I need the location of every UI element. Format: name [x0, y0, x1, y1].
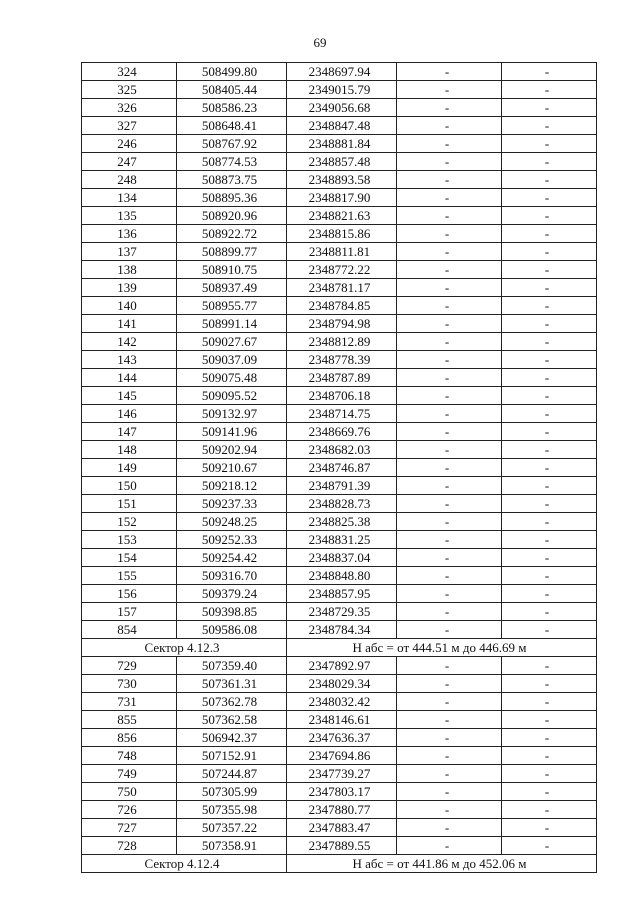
- point-number-cell: 749: [82, 765, 177, 783]
- point-number-cell: 855: [82, 711, 177, 729]
- y-coordinate-cell: 2348817.90: [287, 189, 397, 207]
- column-4-cell: -: [397, 585, 502, 603]
- coordinates-table-body: [82, 63, 597, 873]
- column-5-cell: -: [502, 441, 597, 459]
- column-5-cell: -: [502, 801, 597, 819]
- column-5-cell: -: [502, 693, 597, 711]
- y-coordinate-cell: 2348032.42: [287, 693, 397, 711]
- table-row: [82, 675, 597, 693]
- table-row: [82, 729, 597, 747]
- column-4-cell: -: [397, 783, 502, 801]
- column-4-cell: -: [397, 315, 502, 333]
- column-4-cell: -: [397, 459, 502, 477]
- point-number-cell: 145: [82, 387, 177, 405]
- y-coordinate-cell: 2347883.47: [287, 819, 397, 837]
- point-number-cell: 148: [82, 441, 177, 459]
- x-coordinate-cell: 507358.91: [177, 837, 287, 855]
- y-coordinate-cell: 2348825.38: [287, 513, 397, 531]
- column-4-cell: -: [397, 81, 502, 99]
- column-4-cell: -: [397, 747, 502, 765]
- column-5-cell: -: [502, 243, 597, 261]
- column-4-cell: -: [397, 261, 502, 279]
- column-4-cell: -: [397, 207, 502, 225]
- x-coordinate-cell: 509252.33: [177, 531, 287, 549]
- y-coordinate-cell: 2348837.04: [287, 549, 397, 567]
- x-coordinate-cell: 508648.41: [177, 117, 287, 135]
- x-coordinate-cell: 509316.70: [177, 567, 287, 585]
- column-4-cell: -: [397, 567, 502, 585]
- point-number-cell: 726: [82, 801, 177, 819]
- table-row: [82, 603, 597, 621]
- point-number-cell: 137: [82, 243, 177, 261]
- column-4-cell: -: [397, 837, 502, 855]
- x-coordinate-cell: 507361.31: [177, 675, 287, 693]
- point-number-cell: 727: [82, 819, 177, 837]
- point-number-cell: 136: [82, 225, 177, 243]
- table-row: [82, 207, 597, 225]
- point-number-cell: 154: [82, 549, 177, 567]
- y-coordinate-cell: 2349056.68: [287, 99, 397, 117]
- x-coordinate-cell: 507362.78: [177, 693, 287, 711]
- column-4-cell: -: [397, 243, 502, 261]
- column-5-cell: -: [502, 549, 597, 567]
- coordinates-table: [81, 62, 597, 873]
- table-row: [82, 387, 597, 405]
- column-5-cell: -: [502, 585, 597, 603]
- y-coordinate-cell: 2348857.95: [287, 585, 397, 603]
- table-row: [82, 585, 597, 603]
- point-number-cell: 143: [82, 351, 177, 369]
- x-coordinate-cell: 509132.97: [177, 405, 287, 423]
- table-row: [82, 783, 597, 801]
- sector-elevation: Н абс = от 441.86 м до 452.06 м: [287, 855, 597, 873]
- x-coordinate-cell: 508955.77: [177, 297, 287, 315]
- x-coordinate-cell: 508991.14: [177, 315, 287, 333]
- point-number-cell: 750: [82, 783, 177, 801]
- x-coordinate-cell: 508586.23: [177, 99, 287, 117]
- y-coordinate-cell: 2348847.48: [287, 117, 397, 135]
- column-4-cell: -: [397, 297, 502, 315]
- y-coordinate-cell: 2347694.86: [287, 747, 397, 765]
- y-coordinate-cell: 2348811.81: [287, 243, 397, 261]
- column-5-cell: -: [502, 207, 597, 225]
- column-5-cell: -: [502, 765, 597, 783]
- y-coordinate-cell: 2348029.34: [287, 675, 397, 693]
- table-row: [82, 171, 597, 189]
- table-row: [82, 531, 597, 549]
- table-row: [82, 657, 597, 675]
- column-4-cell: -: [397, 405, 502, 423]
- y-coordinate-cell: 2348893.58: [287, 171, 397, 189]
- column-5-cell: -: [502, 225, 597, 243]
- column-4-cell: -: [397, 819, 502, 837]
- table-row: [82, 567, 597, 585]
- y-coordinate-cell: 2347892.97: [287, 657, 397, 675]
- column-5-cell: -: [502, 513, 597, 531]
- point-number-cell: 730: [82, 675, 177, 693]
- table-row: [82, 315, 597, 333]
- column-5-cell: -: [502, 63, 597, 81]
- y-coordinate-cell: 2347889.55: [287, 837, 397, 855]
- column-4-cell: -: [397, 729, 502, 747]
- x-coordinate-cell: 509037.09: [177, 351, 287, 369]
- table-row: [82, 333, 597, 351]
- table-row: [82, 189, 597, 207]
- point-number-cell: 156: [82, 585, 177, 603]
- column-5-cell: -: [502, 297, 597, 315]
- point-number-cell: 144: [82, 369, 177, 387]
- column-5-cell: -: [502, 369, 597, 387]
- table-row: [82, 261, 597, 279]
- x-coordinate-cell: 507305.99: [177, 783, 287, 801]
- point-number-cell: 147: [82, 423, 177, 441]
- column-5-cell: -: [502, 657, 597, 675]
- x-coordinate-cell: 506942.37: [177, 729, 287, 747]
- column-5-cell: -: [502, 459, 597, 477]
- y-coordinate-cell: 2348778.39: [287, 351, 397, 369]
- column-4-cell: -: [397, 531, 502, 549]
- column-5-cell: -: [502, 315, 597, 333]
- y-coordinate-cell: 2348146.61: [287, 711, 397, 729]
- table-row: [82, 369, 597, 387]
- column-5-cell: -: [502, 567, 597, 585]
- table-row: [82, 819, 597, 837]
- column-4-cell: -: [397, 63, 502, 81]
- x-coordinate-cell: 509398.85: [177, 603, 287, 621]
- point-number-cell: 748: [82, 747, 177, 765]
- column-5-cell: -: [502, 729, 597, 747]
- point-number-cell: 151: [82, 495, 177, 513]
- column-4-cell: -: [397, 171, 502, 189]
- column-5-cell: -: [502, 99, 597, 117]
- point-number-cell: 134: [82, 189, 177, 207]
- column-5-cell: -: [502, 783, 597, 801]
- table-row: [82, 153, 597, 171]
- column-5-cell: -: [502, 81, 597, 99]
- y-coordinate-cell: 2348706.18: [287, 387, 397, 405]
- x-coordinate-cell: 509210.67: [177, 459, 287, 477]
- y-coordinate-cell: 2348791.39: [287, 477, 397, 495]
- column-4-cell: -: [397, 189, 502, 207]
- column-4-cell: -: [397, 153, 502, 171]
- table-row: [82, 693, 597, 711]
- x-coordinate-cell: 508774.53: [177, 153, 287, 171]
- column-4-cell: -: [397, 369, 502, 387]
- table-row: [82, 513, 597, 531]
- point-number-cell: 153: [82, 531, 177, 549]
- column-4-cell: -: [397, 423, 502, 441]
- table-row: [82, 243, 597, 261]
- x-coordinate-cell: 509254.42: [177, 549, 287, 567]
- x-coordinate-cell: 508405.44: [177, 81, 287, 99]
- column-5-cell: -: [502, 279, 597, 297]
- point-number-cell: 324: [82, 63, 177, 81]
- table-row: [82, 279, 597, 297]
- x-coordinate-cell: 507355.98: [177, 801, 287, 819]
- y-coordinate-cell: 2348857.48: [287, 153, 397, 171]
- point-number-cell: 150: [82, 477, 177, 495]
- y-coordinate-cell: 2348881.84: [287, 135, 397, 153]
- table-row: [82, 621, 597, 639]
- x-coordinate-cell: 509141.96: [177, 423, 287, 441]
- y-coordinate-cell: 2347636.37: [287, 729, 397, 747]
- point-number-cell: 325: [82, 81, 177, 99]
- point-number-cell: 247: [82, 153, 177, 171]
- column-5-cell: -: [502, 621, 597, 639]
- y-coordinate-cell: 2348746.87: [287, 459, 397, 477]
- column-5-cell: -: [502, 261, 597, 279]
- table-row: [82, 477, 597, 495]
- x-coordinate-cell: 508499.80: [177, 63, 287, 81]
- x-coordinate-cell: 508767.92: [177, 135, 287, 153]
- x-coordinate-cell: 508899.77: [177, 243, 287, 261]
- column-5-cell: -: [502, 387, 597, 405]
- column-4-cell: -: [397, 333, 502, 351]
- table-row: [82, 99, 597, 117]
- column-4-cell: -: [397, 765, 502, 783]
- column-4-cell: -: [397, 549, 502, 567]
- y-coordinate-cell: 2348781.17: [287, 279, 397, 297]
- column-5-cell: -: [502, 675, 597, 693]
- column-4-cell: -: [397, 495, 502, 513]
- point-number-cell: 729: [82, 657, 177, 675]
- y-coordinate-cell: 2348821.63: [287, 207, 397, 225]
- point-number-cell: 146: [82, 405, 177, 423]
- column-5-cell: -: [502, 423, 597, 441]
- point-number-cell: 246: [82, 135, 177, 153]
- column-5-cell: -: [502, 603, 597, 621]
- column-5-cell: -: [502, 333, 597, 351]
- column-5-cell: -: [502, 711, 597, 729]
- column-5-cell: -: [502, 405, 597, 423]
- y-coordinate-cell: 2348772.22: [287, 261, 397, 279]
- x-coordinate-cell: 509586.08: [177, 621, 287, 639]
- point-number-cell: 155: [82, 567, 177, 585]
- column-5-cell: -: [502, 117, 597, 135]
- y-coordinate-cell: 2348784.85: [287, 297, 397, 315]
- point-number-cell: 157: [82, 603, 177, 621]
- column-5-cell: -: [502, 477, 597, 495]
- point-number-cell: 728: [82, 837, 177, 855]
- column-4-cell: -: [397, 621, 502, 639]
- table-row: [82, 747, 597, 765]
- y-coordinate-cell: 2348697.94: [287, 63, 397, 81]
- table-row: [82, 801, 597, 819]
- point-number-cell: 138: [82, 261, 177, 279]
- column-4-cell: -: [397, 99, 502, 117]
- x-coordinate-cell: 509248.25: [177, 513, 287, 531]
- table-row: [82, 765, 597, 783]
- x-coordinate-cell: 507362.58: [177, 711, 287, 729]
- point-number-cell: 152: [82, 513, 177, 531]
- column-4-cell: -: [397, 135, 502, 153]
- table-row: [82, 459, 597, 477]
- x-coordinate-cell: 507152.91: [177, 747, 287, 765]
- column-4-cell: -: [397, 441, 502, 459]
- table-row: [82, 837, 597, 855]
- x-coordinate-cell: 507359.40: [177, 657, 287, 675]
- y-coordinate-cell: 2347803.17: [287, 783, 397, 801]
- sector-header-row: [82, 855, 597, 873]
- column-4-cell: -: [397, 351, 502, 369]
- x-coordinate-cell: 507244.87: [177, 765, 287, 783]
- page-number: 69: [313, 35, 327, 50]
- x-coordinate-cell: 508873.75: [177, 171, 287, 189]
- column-5-cell: -: [502, 819, 597, 837]
- y-coordinate-cell: 2348787.89: [287, 369, 397, 387]
- point-number-cell: 856: [82, 729, 177, 747]
- x-coordinate-cell: 508922.72: [177, 225, 287, 243]
- column-4-cell: -: [397, 279, 502, 297]
- column-5-cell: -: [502, 135, 597, 153]
- column-4-cell: -: [397, 711, 502, 729]
- point-number-cell: 142: [82, 333, 177, 351]
- x-coordinate-cell: 509027.67: [177, 333, 287, 351]
- y-coordinate-cell: 2348815.86: [287, 225, 397, 243]
- table-row: [82, 135, 597, 153]
- table-row: [82, 351, 597, 369]
- y-coordinate-cell: 2348828.73: [287, 495, 397, 513]
- point-number-cell: 248: [82, 171, 177, 189]
- column-4-cell: -: [397, 657, 502, 675]
- y-coordinate-cell: 2348729.35: [287, 603, 397, 621]
- point-number-cell: 141: [82, 315, 177, 333]
- table-row: [82, 117, 597, 135]
- table-row: [82, 297, 597, 315]
- table-row: [82, 441, 597, 459]
- x-coordinate-cell: 508937.49: [177, 279, 287, 297]
- y-coordinate-cell: 2348784.34: [287, 621, 397, 639]
- column-4-cell: -: [397, 675, 502, 693]
- table-row: [82, 549, 597, 567]
- column-5-cell: -: [502, 171, 597, 189]
- y-coordinate-cell: 2348714.75: [287, 405, 397, 423]
- y-coordinate-cell: 2349015.79: [287, 81, 397, 99]
- x-coordinate-cell: 509095.52: [177, 387, 287, 405]
- x-coordinate-cell: 509075.48: [177, 369, 287, 387]
- x-coordinate-cell: 509379.24: [177, 585, 287, 603]
- column-4-cell: -: [397, 387, 502, 405]
- sector-header-row: [82, 639, 597, 657]
- sector-name: Сектор 4.12.3: [82, 639, 287, 657]
- point-number-cell: 135: [82, 207, 177, 225]
- column-4-cell: -: [397, 693, 502, 711]
- sector-elevation: Н абс = от 444.51 м до 446.69 м: [287, 639, 597, 657]
- x-coordinate-cell: 507357.22: [177, 819, 287, 837]
- table-row: [82, 423, 597, 441]
- column-4-cell: -: [397, 225, 502, 243]
- table-row: [82, 405, 597, 423]
- column-4-cell: -: [397, 117, 502, 135]
- column-4-cell: -: [397, 603, 502, 621]
- column-5-cell: -: [502, 495, 597, 513]
- column-5-cell: -: [502, 153, 597, 171]
- point-number-cell: 327: [82, 117, 177, 135]
- column-4-cell: -: [397, 513, 502, 531]
- y-coordinate-cell: 2348812.89: [287, 333, 397, 351]
- y-coordinate-cell: 2347880.77: [287, 801, 397, 819]
- column-4-cell: -: [397, 801, 502, 819]
- table-row: [82, 711, 597, 729]
- point-number-cell: 140: [82, 297, 177, 315]
- point-number-cell: 139: [82, 279, 177, 297]
- y-coordinate-cell: 2347739.27: [287, 765, 397, 783]
- point-number-cell: 731: [82, 693, 177, 711]
- column-5-cell: -: [502, 351, 597, 369]
- x-coordinate-cell: 508895.36: [177, 189, 287, 207]
- y-coordinate-cell: 2348794.98: [287, 315, 397, 333]
- y-coordinate-cell: 2348848.80: [287, 567, 397, 585]
- x-coordinate-cell: 509218.12: [177, 477, 287, 495]
- y-coordinate-cell: 2348682.03: [287, 441, 397, 459]
- x-coordinate-cell: 509202.94: [177, 441, 287, 459]
- column-5-cell: -: [502, 189, 597, 207]
- column-5-cell: -: [502, 747, 597, 765]
- column-5-cell: -: [502, 837, 597, 855]
- x-coordinate-cell: 508920.96: [177, 207, 287, 225]
- sector-name: Сектор 4.12.4: [82, 855, 287, 873]
- point-number-cell: 326: [82, 99, 177, 117]
- point-number-cell: 149: [82, 459, 177, 477]
- point-number-cell: 854: [82, 621, 177, 639]
- table-row: [82, 495, 597, 513]
- column-5-cell: -: [502, 531, 597, 549]
- column-4-cell: -: [397, 477, 502, 495]
- table-row: [82, 63, 597, 81]
- table-row: [82, 81, 597, 99]
- y-coordinate-cell: 2348669.76: [287, 423, 397, 441]
- table-row: [82, 225, 597, 243]
- y-coordinate-cell: 2348831.25: [287, 531, 397, 549]
- x-coordinate-cell: 509237.33: [177, 495, 287, 513]
- x-coordinate-cell: 508910.75: [177, 261, 287, 279]
